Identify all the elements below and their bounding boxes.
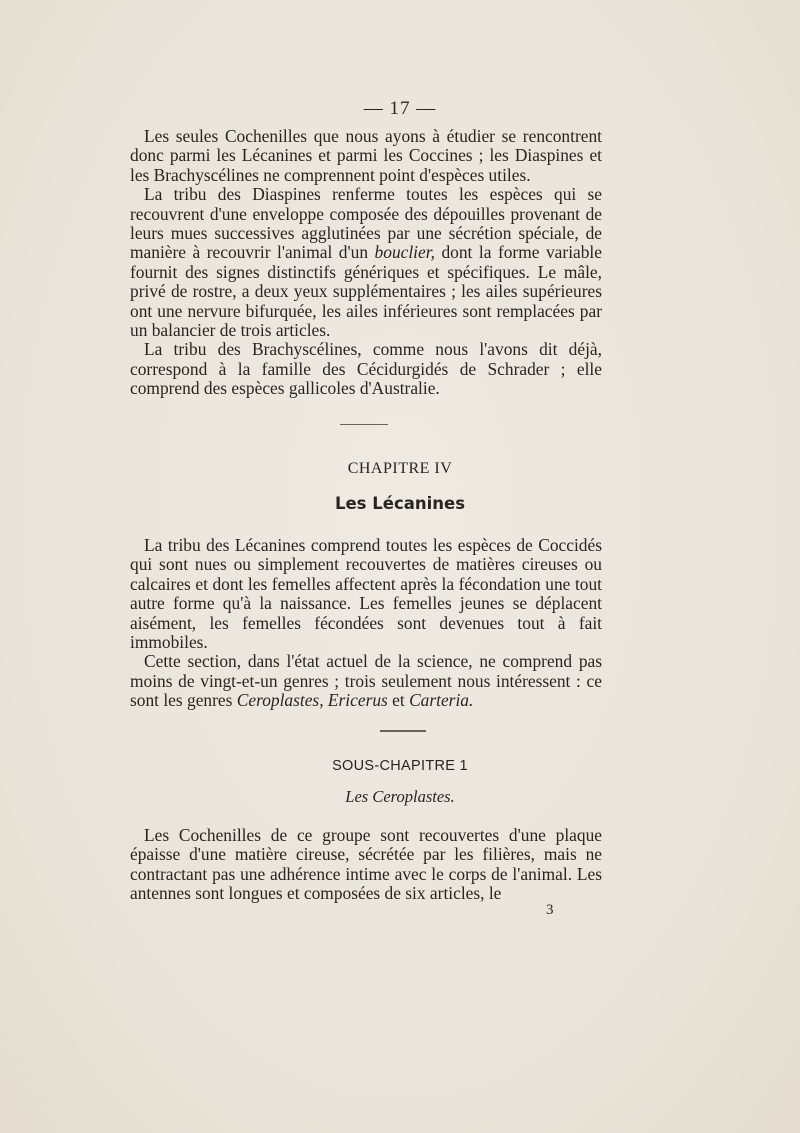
subchapter-title: Les Ceroplastes. xyxy=(345,787,455,806)
text-run: Cette section, dans l'état actuel de la science, ne comprend pas moins de vingt-et-un genres ; trois seulement nous intéressent : ce sont les genres xyxy=(130,651,602,711)
text-run: et xyxy=(387,690,410,711)
italic-term: bouclier, xyxy=(374,242,435,263)
genus-name: Ceroplastes, xyxy=(236,690,324,711)
chapter-section xyxy=(130,536,602,711)
section-divider xyxy=(380,730,426,732)
paragraph xyxy=(130,185,602,340)
subchapter-label: SOUS-CHAPITRE 1 xyxy=(332,758,468,774)
chapter-title: Les Lécanines xyxy=(334,494,466,513)
paragraph xyxy=(130,652,602,710)
paragraph: Les seules Cochenilles que nous ayons à étudier se rencontrent donc parmi les Lécanines et parmi les Coccines ; les Diaspines et les Brachyscélines ne comprennent point d'espèces utiles. xyxy=(130,126,602,185)
signature-mark: 3 xyxy=(546,902,554,918)
subchapter-section xyxy=(130,826,602,904)
paragraph: La tribu des Brachyscélines, comme nous l'avons dit déjà, correspond à la famille des Cécidurgidés de Schrader ; elle comprend des espèces gallicoles d'Australie. xyxy=(130,339,602,399)
genus-name: Carteria. xyxy=(409,690,474,711)
page-number: — 17 — xyxy=(363,98,437,119)
paragraph: Les Cochenilles de ce groupe sont recouvertes d'une plaque épaisse d'une matière cireuse, sécrétée par les filières, mais ne contractant pas une adhérence intime avec le corps de l'animal. Les antennes sont longues et composées de six articles, le xyxy=(130,825,602,904)
intro-section xyxy=(130,127,602,399)
chapter-label: CHAPITRE IV xyxy=(347,460,453,477)
paragraph: La tribu des Lécanines comprend toutes les espèces de Coccidés qui sont nues ou simplement recouvertes de matières cireuses ou calcaires et dont les femelles affectent après la fécondation une tout autre forme qu'à la naissance. Les femelles jeunes se déplacent aisément, les femelles fécondées sont devenues tout à fait immobiles. xyxy=(130,535,602,653)
text-run: dont la forme variable fournit des signes distinctifs génériques et spécifiques. Le mâle, privé de rostre, a deux yeux supplémentaires ; les ailes supérieures ont une nervure bifurquée, les ailes inférieures sont remplacées par un balancier de trois articles. xyxy=(130,242,602,341)
section-divider xyxy=(340,424,388,425)
text-run: La tribu des Diaspines renferme toutes les espèces qui se recouvrent d'une enveloppe composée des dépouilles provenant de leurs mues successives agglutinées par une sécrétion spéciale, de manière à recouvrir l'animal d'un xyxy=(130,184,602,263)
genus-name: Ericerus xyxy=(327,690,388,711)
